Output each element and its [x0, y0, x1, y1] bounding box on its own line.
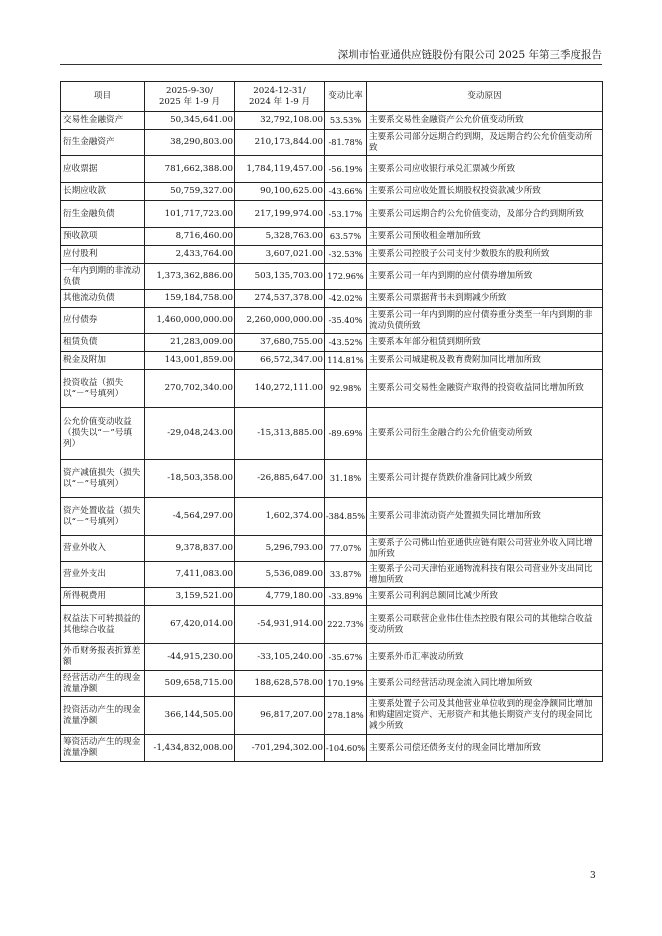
table-row [61, 290, 603, 308]
row-change-reason: 主要系公司计提存货跌价准备同比减少所致 [367, 460, 603, 498]
row-change-rate: -81.78% [325, 130, 367, 156]
row-prior-value: -701,294,302.00 [235, 735, 325, 762]
page-number: 3 [590, 871, 596, 881]
row-item: 经营活动产生的现金流量净额 [61, 671, 145, 697]
table-row [61, 130, 603, 156]
row-prior-value: 217,199,974.00 [235, 201, 325, 228]
table-row [61, 264, 603, 290]
table-row [61, 201, 603, 228]
table-body [61, 112, 603, 762]
row-change-reason: 主要系交易性金融资产公允价值变动所致 [367, 112, 603, 130]
row-current-value: 7,411,083.00 [145, 562, 235, 588]
row-current-value: -44,915,230.00 [145, 644, 235, 671]
header-prior-range: 2024 年 1-9 月 [248, 96, 311, 107]
header-rule [60, 64, 602, 65]
row-current-value: 1,373,362,886.00 [145, 264, 235, 290]
row-change-reason: 主要系公司经营活动现金流入同比增加所致 [367, 671, 603, 697]
row-change-reason: 主要系公司一年内到期的应付债券增加所致 [367, 264, 603, 290]
row-item: 其他流动负债 [61, 290, 145, 308]
row-current-value: 366,144,505.00 [145, 697, 235, 735]
row-current-value: 270,702,340.00 [145, 370, 235, 408]
row-prior-value: 4,779,180.00 [235, 588, 325, 606]
row-prior-value: 96,817,207.00 [235, 697, 325, 735]
table-row [61, 183, 603, 201]
row-prior-value: 2,260,000,000.00 [235, 308, 325, 334]
row-current-value: 781,662,388.00 [145, 156, 235, 183]
table-row [61, 536, 603, 562]
table-row [61, 697, 603, 735]
row-current-value: 3,159,521.00 [145, 588, 235, 606]
row-change-rate: 114.81% [325, 352, 367, 370]
row-change-reason: 主要系公司利润总额同比减少所致 [367, 588, 603, 606]
row-prior-value: 5,296,793.00 [235, 536, 325, 562]
table-row [61, 588, 603, 606]
row-change-reason: 主要系公司非流动资产处置损失同比增加所致 [367, 498, 603, 536]
row-change-reason: 主要系公司偿还债务支付的现金同比增加所致 [367, 735, 603, 762]
row-item: 应付股利 [61, 246, 145, 264]
row-item: 衍生金融负债 [61, 201, 145, 228]
row-current-value: 50,345,641.00 [145, 112, 235, 130]
row-item: 投资活动产生的现金流量净额 [61, 697, 145, 735]
table-row [61, 606, 603, 644]
row-current-value: -1,434,832,008.00 [145, 735, 235, 762]
row-change-reason: 主要系公司票据背书未到期减少所致 [367, 290, 603, 308]
row-prior-value: 5,536,089.00 [235, 562, 325, 588]
row-change-reason: 主要系公司联营企业伟仕佳杰控股有限公司的其他综合收益变动所致 [367, 606, 603, 644]
row-current-value: 67,420,014.00 [145, 606, 235, 644]
row-change-rate: 77.07% [325, 536, 367, 562]
row-change-reason: 主要系公司城建税及教育费附加同比增加所致 [367, 352, 603, 370]
row-prior-value: -26,885,647.00 [235, 460, 325, 498]
row-current-value: 50,759,327.00 [145, 183, 235, 201]
row-current-value: 9,378,837.00 [145, 536, 235, 562]
row-change-rate: -104.60% [325, 735, 367, 762]
row-change-reason: 主要系公司预收租金增加所致 [367, 228, 603, 246]
row-item: 长期应收款 [61, 183, 145, 201]
row-prior-value: 140,272,111.00 [235, 370, 325, 408]
row-item: 应付债券 [61, 308, 145, 334]
table-row [61, 671, 603, 697]
table-row [61, 112, 603, 130]
row-change-rate: -32.53% [325, 246, 367, 264]
row-change-rate: -42.02% [325, 290, 367, 308]
table-row [61, 246, 603, 264]
table-row [61, 334, 603, 352]
header-current-date: 2025-9-30/ [166, 85, 213, 96]
row-item: 资产减值损失（损失以“－”号填列） [61, 460, 145, 498]
row-item: 所得税费用 [61, 588, 145, 606]
header-current-range: 2025 年 1-9 月 [158, 96, 221, 107]
row-prior-value: 5,328,763.00 [235, 228, 325, 246]
row-change-reason: 主要系公司远期合约公允价值变动，及部分合约到期所致 [367, 201, 603, 228]
row-current-value: 8,716,460.00 [145, 228, 235, 246]
row-item: 税金及附加 [61, 352, 145, 370]
row-change-reason: 主要系子公司天津怡亚通物流科技有限公司营业外支出同比增加所致 [367, 562, 603, 588]
row-item: 投资收益（损失以“－”号填列） [61, 370, 145, 408]
row-current-value: 21,283,009.00 [145, 334, 235, 352]
table-row [61, 498, 603, 536]
row-prior-value: 90,100,625.00 [235, 183, 325, 201]
table-row [61, 735, 603, 762]
row-current-value: -4,564,297.00 [145, 498, 235, 536]
row-item: 公允价值变动收益（损失以“－”号填列） [61, 408, 145, 460]
row-change-reason: 主要系子公司佛山怡亚通供应链有限公司营业外收入同比增加所致 [367, 536, 603, 562]
header-prior-period [235, 82, 325, 112]
row-change-reason: 主要系公司应收银行承兑汇票减少所致 [367, 156, 603, 183]
row-prior-value: 188,628,578.00 [235, 671, 325, 697]
row-change-rate: -35.67% [325, 644, 367, 671]
row-item: 应收票据 [61, 156, 145, 183]
row-prior-value: 66,572,347.00 [235, 352, 325, 370]
row-change-rate: -35.40% [325, 308, 367, 334]
header-current-period [145, 82, 235, 112]
row-item: 营业外支出 [61, 562, 145, 588]
row-current-value: 101,717,723.00 [145, 201, 235, 228]
row-change-rate: -43.66% [325, 183, 367, 201]
row-prior-value: 37,680,755.00 [235, 334, 325, 352]
row-change-rate: 92.98% [325, 370, 367, 408]
row-change-reason: 主要系公司交易性金融资产取得的投资收益同比增加所致 [367, 370, 603, 408]
row-change-rate: 63.57% [325, 228, 367, 246]
row-current-value: -29,048,243.00 [145, 408, 235, 460]
row-change-rate: 31.18% [325, 460, 367, 498]
row-change-reason: 主要系外币汇率波动所致 [367, 644, 603, 671]
row-change-rate: -43.52% [325, 334, 367, 352]
table-row [61, 370, 603, 408]
row-item: 租赁负债 [61, 334, 145, 352]
row-current-value: 143,001,859.00 [145, 352, 235, 370]
row-change-rate: -384.85% [325, 498, 367, 536]
row-current-value: -18,503,358.00 [145, 460, 235, 498]
table-row [61, 408, 603, 460]
table-row [61, 308, 603, 334]
row-change-rate: -33.89% [325, 588, 367, 606]
row-change-rate: 53.53% [325, 112, 367, 130]
row-change-reason: 主要系公司衍生金融合约公允价值变动所致 [367, 408, 603, 460]
row-current-value: 2,433,764.00 [145, 246, 235, 264]
row-item: 资产处置收益（损失以“－”号填列） [61, 498, 145, 536]
row-prior-value: 503,135,703.00 [235, 264, 325, 290]
row-item: 一年内到期的非流动负债 [61, 264, 145, 290]
table-row [61, 228, 603, 246]
row-change-reason: 主要系处置子公司及其他营业单位收到的现金净额同比增加和购建固定资产、无形资产和其他长期资产支付的现金同比减少所致 [367, 697, 603, 735]
row-item: 筹资活动产生的现金流量净额 [61, 735, 145, 762]
row-current-value: 159,184,758.00 [145, 290, 235, 308]
header-prior-date: 2024-12-31/ [253, 85, 306, 96]
row-prior-value: 3,607,021.00 [235, 246, 325, 264]
table-row [61, 562, 603, 588]
header-item: 项目 [61, 82, 145, 112]
header-change-reason: 变动原因 [367, 82, 603, 112]
row-prior-value: -15,313,885.00 [235, 408, 325, 460]
row-change-reason: 主要系公司部分远期合约到期，及远期合约公允价值变动所致 [367, 130, 603, 156]
row-change-reason: 主要系公司一年内到期的应付债券重分类至一年内到期的非流动负债所致 [367, 308, 603, 334]
table-row [61, 460, 603, 498]
row-change-reason: 主要系公司应收处置长期股权投资款减少所致 [367, 183, 603, 201]
row-item: 外币财务报表折算差额 [61, 644, 145, 671]
table-row [61, 644, 603, 671]
row-prior-value: 274,537,378.00 [235, 290, 325, 308]
row-change-rate: 170.19% [325, 671, 367, 697]
row-current-value: 509,658,715.00 [145, 671, 235, 697]
row-prior-value: 210,173,844.00 [235, 130, 325, 156]
row-change-rate: -89.69% [325, 408, 367, 460]
row-change-rate: 33.87% [325, 562, 367, 588]
row-item: 预收款项 [61, 228, 145, 246]
report-header: 深圳市怡亚通供应链股份有限公司 2025 年第三季度报告 [337, 49, 602, 61]
table-row [61, 156, 603, 183]
row-item: 交易性金融资产 [61, 112, 145, 130]
row-prior-value: 32,792,108.00 [235, 112, 325, 130]
row-change-reason: 主要系本年部分租赁到期所致 [367, 334, 603, 352]
table-header-row [61, 82, 603, 112]
header-change-rate: 变动比率 [325, 82, 367, 112]
row-change-rate: 222.73% [325, 606, 367, 644]
row-prior-value: -33,105,240.00 [235, 644, 325, 671]
row-change-rate: 172.96% [325, 264, 367, 290]
row-change-rate: -53.17% [325, 201, 367, 228]
row-prior-value: 1,602,374.00 [235, 498, 325, 536]
row-current-value: 1,460,000,000.00 [145, 308, 235, 334]
row-prior-value: -54,931,914.00 [235, 606, 325, 644]
row-change-rate: -56.19% [325, 156, 367, 183]
row-item: 权益法下可转损益的其他综合收益 [61, 606, 145, 644]
row-change-reason: 主要系公司控股子公司支付少数股东的股利所致 [367, 246, 603, 264]
row-prior-value: 1,784,119,457.00 [235, 156, 325, 183]
row-change-rate: 278.18% [325, 697, 367, 735]
row-item: 营业外收入 [61, 536, 145, 562]
table-row [61, 352, 603, 370]
row-item: 衍生金融资产 [61, 130, 145, 156]
variance-table [60, 81, 603, 762]
row-current-value: 38,290,803.00 [145, 130, 235, 156]
